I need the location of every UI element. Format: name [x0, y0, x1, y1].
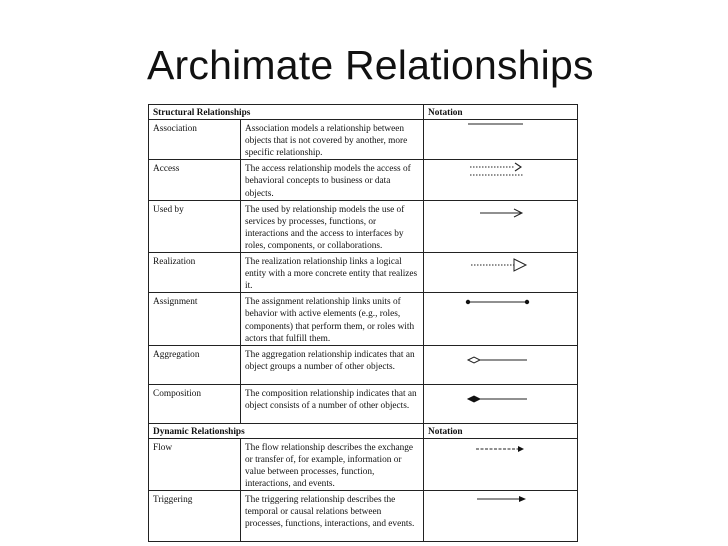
relationship-notation: [424, 345, 578, 384]
table-row: [149, 200, 578, 252]
structural-header: Structural Relationships: [149, 105, 424, 120]
access-dotted-arrow-icon: [424, 160, 578, 198]
relationship-name: Association: [149, 120, 241, 160]
relationship-description: The triggering relationship describes the temporal or causal relations between processes, functions, interactions, and events.: [241, 491, 424, 542]
relationship-notation: [424, 200, 578, 252]
relationship-name: Flow: [149, 438, 241, 490]
notation-header: Notation: [424, 105, 578, 120]
relationship-description: The composition relationship indicates that an object consists of a number of other objects.: [241, 384, 424, 423]
relationship-notation: [424, 491, 578, 542]
relationship-name: Composition: [149, 384, 241, 423]
assignment-dot-line-icon: [424, 293, 578, 343]
table-row: [149, 491, 578, 542]
association-line-icon: [424, 120, 578, 158]
flow-dashed-arrow-icon: [424, 439, 578, 489]
relationship-name: Triggering: [149, 491, 241, 542]
relationships-table: [148, 104, 578, 542]
relationship-name: Access: [149, 160, 241, 200]
table-row: [149, 384, 578, 423]
relationship-description: The flow relationship describes the exchange or transfer of, for example, information or value between processes, function, interactions, and events.: [241, 438, 424, 490]
dynamic-header-row: [149, 423, 578, 438]
relationship-notation: [424, 384, 578, 423]
relationship-description: The used by relationship models the use of services by processes, functions, or interactions and the access to interfaces by roles, components, or collaborations.: [241, 200, 424, 252]
table-row: [149, 160, 578, 200]
triggering-solid-arrow-icon: [424, 491, 578, 541]
realization-dotted-triangle-icon: [424, 253, 578, 291]
relationship-notation: [424, 120, 578, 160]
composition-filled-diamond-icon: [424, 385, 578, 423]
table-row: [149, 293, 578, 345]
table-row: [149, 120, 578, 160]
table-row: [149, 438, 578, 490]
used-by-open-arrow-icon: [424, 201, 578, 251]
relationship-description: The aggregation relationship indicates that an object groups a number of other objects.: [241, 345, 424, 384]
relationship-description: The realization relationship links a logical entity with a more concrete entity that realizes it.: [241, 253, 424, 293]
notation-header: Notation: [424, 423, 578, 438]
relationship-name: Realization: [149, 253, 241, 293]
dynamic-header: Dynamic Relationships: [149, 423, 424, 438]
relationship-notation: [424, 438, 578, 490]
relationship-name: Assignment: [149, 293, 241, 345]
relationship-name: Used by: [149, 200, 241, 252]
table-row: [149, 253, 578, 293]
relationship-description: Association models a relationship between objects that is not covered by another, more specific relationship.: [241, 120, 424, 160]
relationship-name: Aggregation: [149, 345, 241, 384]
relationship-description: The assignment relationship links units of behavior with active elements (e.g., roles, components) that perform them, or roles with actors that fulfill them.: [241, 293, 424, 345]
relationship-notation: [424, 293, 578, 345]
aggregation-hollow-diamond-icon: [424, 346, 578, 384]
relationship-description: The access relationship models the access of behavioral concepts to business or data objects.: [241, 160, 424, 200]
structural-header-row: [149, 105, 578, 120]
slide-title: Archimate Relationships: [147, 42, 594, 88]
relationship-notation: [424, 253, 578, 293]
relationship-notation: [424, 160, 578, 200]
table-row: [149, 345, 578, 384]
